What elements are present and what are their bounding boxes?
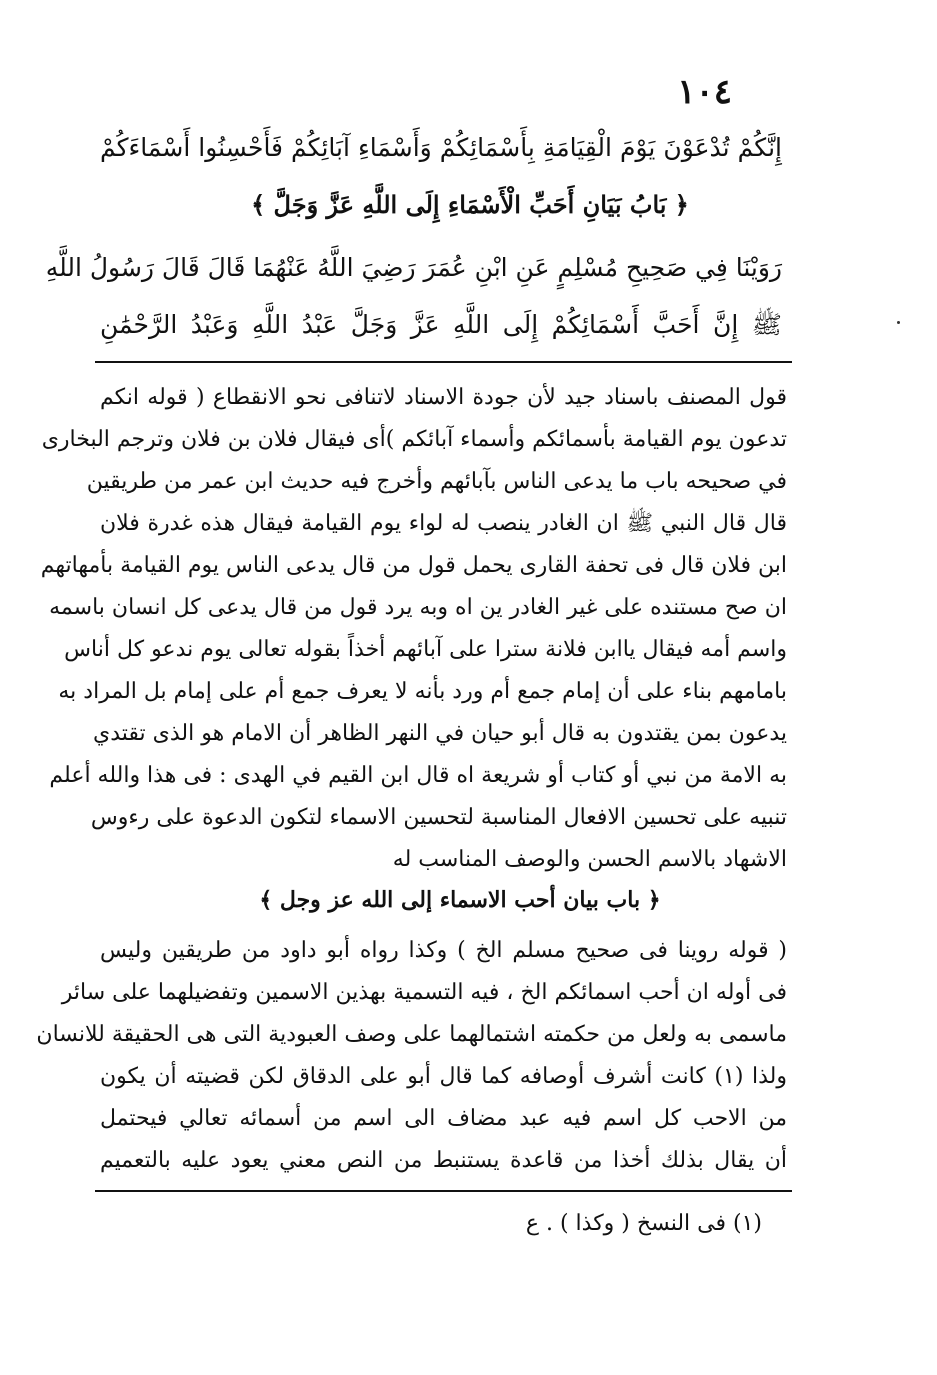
commentary-line-3: في صحيحه باب ما يدعى الناس بآبائهم وأخرج فيه حديث ابن عمر من طريقين xyxy=(86,469,787,494)
margin-dot xyxy=(897,321,900,324)
commentary-line-12: الاشهاد بالاسم الحسن والوصف المناسب له xyxy=(392,847,787,872)
footnote-separator-rule xyxy=(95,1190,792,1192)
section-heading: ﴿ بَابُ بَيَانِ أَحَبِّ الْأَسْمَاءِ إِلَى اللَّهِ عَزَّ وَجَلَّ ﴾ xyxy=(251,190,689,219)
commentary-line-7: واسم أمه فيقال ياابن فلانة سترا على آبائهم أخذاً بقوله تعالى يوم ندعو كل أناس xyxy=(64,637,787,662)
commentary-line-9: يدعون بمن يقتدون به قال أبو حيان في النهر الظاهر أن الامام هو الذى تقتدي xyxy=(93,721,787,746)
commentary-line-6: ان صح مستنده على غير الغادر ين اه وبه يرد قول من قال يدعى كل انسان باسمه xyxy=(49,595,787,620)
commentary-line-11: تنبيه على تحسين الافعال المناسبة لتحسين الاسماء لتكون الدعوة على رءوس xyxy=(90,805,787,830)
top-separator-rule xyxy=(95,361,792,363)
page-number: ١٠٤ xyxy=(677,72,732,112)
commentary-line-16: ولذا (١) كانت أشرف أوصافه كما قال أبو على الدقاق لكن قضيته أن يكون xyxy=(100,1064,787,1089)
commentary-line-13: ( قوله روينا فى صحيح مسلم الخ ) وكذا رواه أبو داود من طريقين وليس xyxy=(100,938,787,963)
commentary-line-5: ابن فلان قال فى تحفة القارى يحمل قول من قال يدعى الناس يوم القيامة بأمهاتهم xyxy=(40,553,787,578)
hadith-line-1: إِنَّكُمْ تُدْعَوْنَ يَوْمَ الْقِيَامَةِ بِأَسْمَائِكُمْ وَأَسْمَاءِ آبَائِكُمْ فَأَحْسِنُوا أَسْمَاءَكُمْ xyxy=(100,133,782,162)
commentary-line-14: فى أوله ان أحب اسمائكم الخ ، فيه التسمية بهذين الاسمين وتفضيلهما على سائر xyxy=(61,980,787,1005)
hadith-line-3: ﷺ إِنَّ أَحَبَّ أَسْمَائِكُمْ إِلَى اللَّهِ عَزَّ وَجَلَّ عَبْدُ اللَّهِ وَعَبْدُ الرَّحْمَٰنِ xyxy=(100,310,782,339)
commentary-line-18: أن يقال بذلك أخذا من قاعدة يستنبط من النص معني يعود عليه بالتعميم xyxy=(100,1148,787,1173)
commentary-line-15: ماسمى به ولعل من حكمته اشتمالهما على وصف العبودية التى هى الحقيقة للانسان xyxy=(36,1022,787,1047)
commentary-line-8: بامامهم بناء على أن إمام جمع أم ورد بأنه لا يعرف جمع أم على إمام بل المراد به xyxy=(58,679,787,704)
footnote: (١) فى النسخ ( وكذا ) . ع xyxy=(525,1211,762,1236)
commentary-line-4: قال قال النبي ﷺ ان الغادر ينصب له لواء يوم القيامة فيقال هذه غدرة فلان xyxy=(100,511,787,536)
commentary-line-2: تدعون يوم القيامة بأسمائكم وأسماء آبائكم )أى فيقال فلان بن فلان وترجم البخارى xyxy=(41,427,787,452)
commentary-section-heading: ﴿ باب بيان أحب الاسماء إلى الله عز وجل ﴾ xyxy=(259,887,661,913)
commentary-line-10: به الامة من نبي أو كتاب أو شريعة اه قال ابن القيم في الهدى : فى هذا والله أعلم xyxy=(49,763,787,788)
hadith-line-2: رَوَيْنَا فِي صَحِيحِ مُسْلِمٍ عَنِ ابْنِ عُمَرَ رَضِيَ اللَّهُ عَنْهُمَا قَالَ قَالَ رَسُولُ اللَّهِ xyxy=(45,253,782,282)
commentary-line-1: قول المصنف باسناد جيد لأن جودة الاسناد لاتنافى نحو الانقطاع ( قوله انكم xyxy=(100,385,787,410)
commentary-line-17: من الاحب كل اسم فيه عبد مضاف الى اسم من أسمائه تعالي فيحتمل xyxy=(100,1106,787,1131)
